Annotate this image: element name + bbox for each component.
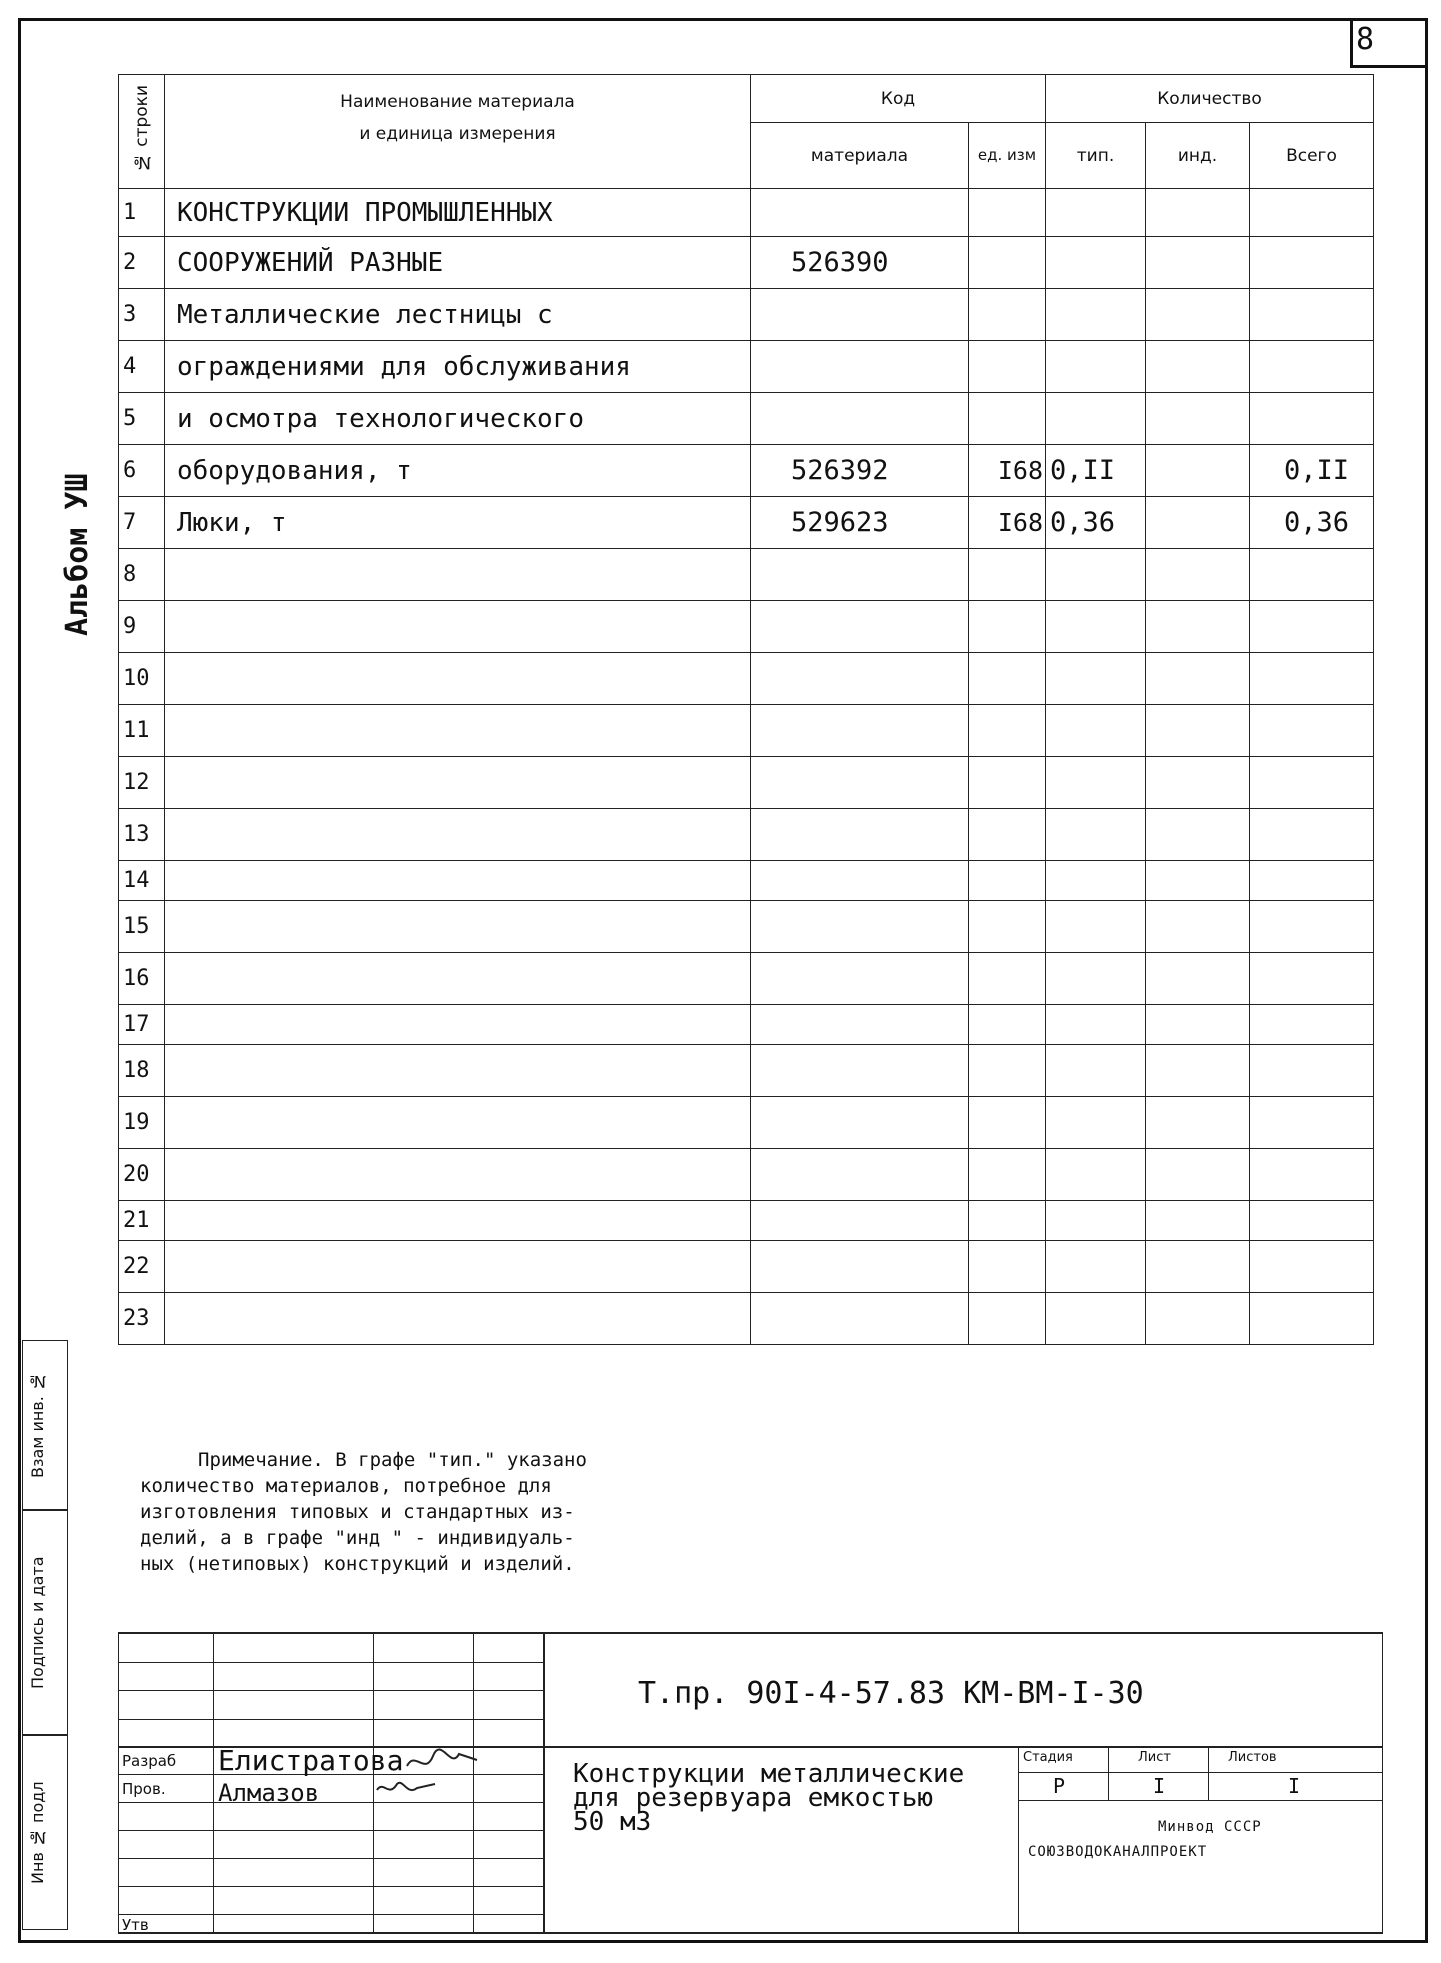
qty-total bbox=[1250, 341, 1374, 393]
qty-ind bbox=[1146, 953, 1250, 1005]
qty-ind bbox=[1146, 341, 1250, 393]
unit-code: I68 bbox=[969, 445, 1046, 497]
unit-code bbox=[969, 289, 1046, 341]
qty-total bbox=[1250, 1097, 1374, 1149]
material-code bbox=[751, 901, 969, 953]
sheet-header: Лист bbox=[1138, 1750, 1171, 1765]
note-line: ных (нетиповых) конструкций и изделий. bbox=[140, 1553, 575, 1575]
qty-ind bbox=[1146, 393, 1250, 445]
header-code-material: материала bbox=[751, 123, 969, 189]
qty-total bbox=[1250, 953, 1374, 1005]
unit-code bbox=[969, 953, 1046, 1005]
material-code bbox=[751, 393, 969, 445]
table-row bbox=[119, 809, 1374, 861]
material-code bbox=[751, 757, 969, 809]
unit-code bbox=[969, 601, 1046, 653]
table-row bbox=[119, 653, 1374, 705]
qty-type bbox=[1046, 1005, 1146, 1045]
qty-ind bbox=[1146, 757, 1250, 809]
document-code: Т.пр. 90I-4-57.83 КМ-ВМ-I-30 bbox=[638, 1676, 1144, 1711]
header-qty-total: Всего bbox=[1250, 123, 1374, 189]
header-name: Наименование материала и единица измерения bbox=[165, 75, 751, 189]
qty-type bbox=[1046, 953, 1146, 1005]
stamp-inv-label: Инв № подл bbox=[28, 1781, 47, 1884]
header-quantity: Количество bbox=[1046, 75, 1374, 123]
qty-total bbox=[1250, 237, 1374, 289]
name-prov: Алмазов bbox=[218, 1779, 320, 1807]
qty-type bbox=[1046, 653, 1146, 705]
sheet-value: I bbox=[1153, 1774, 1166, 1798]
qty-type bbox=[1046, 901, 1146, 953]
material-code: 529623 bbox=[751, 497, 969, 549]
qty-total bbox=[1250, 1201, 1374, 1241]
document-title: Конструкции металлические для резервуара емкостью 50 м3 bbox=[573, 1759, 965, 1837]
table-row bbox=[119, 1005, 1374, 1045]
table-row bbox=[119, 1201, 1374, 1241]
row-number: 2 bbox=[119, 237, 165, 289]
materials-table bbox=[118, 74, 1374, 1345]
material-name bbox=[165, 705, 751, 757]
qty-total bbox=[1250, 809, 1374, 861]
table-row bbox=[119, 237, 1374, 289]
row-number: 11 bbox=[119, 705, 165, 757]
qty-total bbox=[1250, 289, 1374, 341]
table-row bbox=[119, 1241, 1374, 1293]
row-number: 18 bbox=[119, 1045, 165, 1097]
qty-ind bbox=[1146, 237, 1250, 289]
qty-ind bbox=[1146, 289, 1250, 341]
material-name bbox=[165, 901, 751, 953]
row-number: 22 bbox=[119, 1241, 165, 1293]
material-code bbox=[751, 601, 969, 653]
table-row bbox=[119, 601, 1374, 653]
row-number: 15 bbox=[119, 901, 165, 953]
table-row bbox=[119, 497, 1374, 549]
table-row bbox=[119, 901, 1374, 953]
album-label: Альбом УШ bbox=[60, 473, 95, 637]
unit-code bbox=[969, 1045, 1046, 1097]
qty-total bbox=[1250, 1293, 1374, 1345]
qty-total bbox=[1250, 549, 1374, 601]
note bbox=[140, 1447, 700, 1577]
material-name bbox=[165, 1005, 751, 1045]
qty-type bbox=[1046, 1293, 1146, 1345]
material-code bbox=[751, 705, 969, 757]
qty-total: 0,36 bbox=[1250, 497, 1374, 549]
org-line1: Минвод СССР bbox=[1158, 1819, 1262, 1835]
material-name bbox=[165, 1097, 751, 1149]
qty-type bbox=[1046, 861, 1146, 901]
row-number: 20 bbox=[119, 1149, 165, 1201]
material-name bbox=[165, 953, 751, 1005]
table-row bbox=[119, 289, 1374, 341]
material-name bbox=[165, 601, 751, 653]
qty-ind bbox=[1146, 445, 1250, 497]
qty-total bbox=[1250, 1149, 1374, 1201]
unit-code bbox=[969, 1241, 1046, 1293]
material-name bbox=[165, 1201, 751, 1241]
sheets-value: I bbox=[1288, 1774, 1301, 1798]
row-number: 9 bbox=[119, 601, 165, 653]
qty-ind bbox=[1146, 901, 1250, 953]
qty-ind bbox=[1146, 653, 1250, 705]
qty-total bbox=[1250, 1045, 1374, 1097]
material-name: и осмотра технологического bbox=[165, 393, 751, 445]
table-row bbox=[119, 1045, 1374, 1097]
qty-type bbox=[1046, 1149, 1146, 1201]
stage-value: Р bbox=[1053, 1774, 1066, 1798]
unit-code bbox=[969, 341, 1046, 393]
qty-total bbox=[1250, 393, 1374, 445]
material-code bbox=[751, 861, 969, 901]
row-number: 23 bbox=[119, 1293, 165, 1345]
qty-ind bbox=[1146, 1045, 1250, 1097]
row-number: 17 bbox=[119, 1005, 165, 1045]
row-number: 16 bbox=[119, 953, 165, 1005]
material-name bbox=[165, 757, 751, 809]
material-code: 526392 bbox=[751, 445, 969, 497]
unit-code: I68 bbox=[969, 497, 1046, 549]
table-row bbox=[119, 953, 1374, 1005]
role-utv: Утв bbox=[122, 1916, 149, 1934]
unit-code bbox=[969, 901, 1046, 953]
unit-code bbox=[969, 189, 1046, 237]
material-name: ограждениями для обслуживания bbox=[165, 341, 751, 393]
row-number: 13 bbox=[119, 809, 165, 861]
qty-total bbox=[1250, 1005, 1374, 1045]
material-name bbox=[165, 653, 751, 705]
qty-type bbox=[1046, 549, 1146, 601]
material-code bbox=[751, 1241, 969, 1293]
qty-total bbox=[1250, 601, 1374, 653]
table-row bbox=[119, 1097, 1374, 1149]
qty-ind bbox=[1146, 189, 1250, 237]
table-row bbox=[119, 549, 1374, 601]
row-number: 3 bbox=[119, 289, 165, 341]
header-code-unit: ед. изм bbox=[969, 123, 1046, 189]
qty-ind bbox=[1146, 809, 1250, 861]
stage-header: Стадия bbox=[1023, 1750, 1073, 1765]
qty-type bbox=[1046, 393, 1146, 445]
unit-code bbox=[969, 705, 1046, 757]
row-number: 5 bbox=[119, 393, 165, 445]
material-code bbox=[751, 1005, 969, 1045]
header-row-number: № строки bbox=[119, 75, 165, 189]
unit-code bbox=[969, 757, 1046, 809]
row-number: 19 bbox=[119, 1097, 165, 1149]
header-qty-type: тип. bbox=[1046, 123, 1146, 189]
qty-type bbox=[1046, 757, 1146, 809]
header-qty-ind: инд. bbox=[1146, 123, 1250, 189]
unit-code bbox=[969, 861, 1046, 901]
note-line: Примечание. В графе "тип." указано bbox=[198, 1449, 587, 1471]
qty-total bbox=[1250, 861, 1374, 901]
title-block bbox=[118, 1632, 1383, 1932]
material-code bbox=[751, 1149, 969, 1201]
table-row bbox=[119, 445, 1374, 497]
qty-ind bbox=[1146, 601, 1250, 653]
qty-ind bbox=[1146, 497, 1250, 549]
qty-type bbox=[1046, 705, 1146, 757]
table-row bbox=[119, 757, 1374, 809]
qty-total bbox=[1250, 901, 1374, 953]
material-code bbox=[751, 1201, 969, 1241]
row-number: 10 bbox=[119, 653, 165, 705]
stamp-vzam-label: Взам инв. № bbox=[28, 1372, 47, 1478]
qty-ind bbox=[1146, 861, 1250, 901]
qty-total: 0,II bbox=[1250, 445, 1374, 497]
qty-ind bbox=[1146, 549, 1250, 601]
qty-type: 0,36 bbox=[1046, 497, 1146, 549]
material-name: СООРУЖЕНИЙ РАЗНЫЕ bbox=[165, 237, 751, 289]
table-row bbox=[119, 189, 1374, 237]
qty-type bbox=[1046, 601, 1146, 653]
table-row bbox=[119, 393, 1374, 445]
qty-ind bbox=[1146, 1149, 1250, 1201]
material-name: Люки, т bbox=[165, 497, 751, 549]
qty-ind bbox=[1146, 1293, 1250, 1345]
row-number: 14 bbox=[119, 861, 165, 901]
material-code bbox=[751, 953, 969, 1005]
stamp-podpis-label: Подпись и дата bbox=[28, 1556, 47, 1689]
header-code: Код bbox=[751, 75, 1046, 123]
unit-code bbox=[969, 393, 1046, 445]
row-number: 7 bbox=[119, 497, 165, 549]
row-number: 21 bbox=[119, 1201, 165, 1241]
qty-total bbox=[1250, 757, 1374, 809]
row-number: 12 bbox=[119, 757, 165, 809]
qty-ind bbox=[1146, 1241, 1250, 1293]
row-number: 1 bbox=[119, 189, 165, 237]
material-code bbox=[751, 1045, 969, 1097]
sheets-header: Листов bbox=[1228, 1750, 1277, 1765]
qty-total bbox=[1250, 1241, 1374, 1293]
material-code bbox=[751, 289, 969, 341]
table-row bbox=[119, 1149, 1374, 1201]
material-code bbox=[751, 341, 969, 393]
table-row bbox=[119, 861, 1374, 901]
material-code bbox=[751, 1293, 969, 1345]
name-razrab: Елистратова bbox=[218, 1744, 404, 1777]
unit-code bbox=[969, 1005, 1046, 1045]
org-line2: СОЮЗВОДОКАНАЛПРОЕКТ bbox=[1028, 1844, 1208, 1860]
material-name: оборудования, т bbox=[165, 445, 751, 497]
row-number: 8 bbox=[119, 549, 165, 601]
signature-razrab bbox=[403, 1746, 483, 1776]
material-name bbox=[165, 1293, 751, 1345]
sheet-number: 8 bbox=[1356, 22, 1375, 57]
role-razrab: Разраб bbox=[122, 1752, 177, 1770]
unit-code bbox=[969, 809, 1046, 861]
row-number: 6 bbox=[119, 445, 165, 497]
material-code bbox=[751, 1097, 969, 1149]
material-name bbox=[165, 1241, 751, 1293]
row-number: 4 bbox=[119, 341, 165, 393]
unit-code bbox=[969, 237, 1046, 289]
signature-prov bbox=[373, 1774, 453, 1802]
material-name bbox=[165, 861, 751, 901]
unit-code bbox=[969, 1293, 1046, 1345]
material-code: 526390 bbox=[751, 237, 969, 289]
qty-total bbox=[1250, 189, 1374, 237]
qty-type bbox=[1046, 237, 1146, 289]
qty-type bbox=[1046, 1201, 1146, 1241]
qty-ind bbox=[1146, 1097, 1250, 1149]
note-line: делий, а в графе "инд " - индивидуаль- bbox=[140, 1527, 575, 1549]
qty-type bbox=[1046, 809, 1146, 861]
note-line: количество материалов, потребное для bbox=[140, 1475, 552, 1497]
material-code bbox=[751, 809, 969, 861]
material-code bbox=[751, 549, 969, 601]
unit-code bbox=[969, 653, 1046, 705]
material-name bbox=[165, 1045, 751, 1097]
material-name bbox=[165, 1149, 751, 1201]
qty-type bbox=[1046, 189, 1146, 237]
unit-code bbox=[969, 1097, 1046, 1149]
unit-code bbox=[969, 1149, 1046, 1201]
material-name bbox=[165, 809, 751, 861]
unit-code bbox=[969, 1201, 1046, 1241]
material-code bbox=[751, 189, 969, 237]
material-name: КОНСТРУКЦИИ ПРОМЫШЛЕННЫХ bbox=[165, 189, 751, 237]
material-name: Металлические лестницы с bbox=[165, 289, 751, 341]
note-line: изготовления типовых и стандартных из- bbox=[140, 1501, 575, 1523]
unit-code bbox=[969, 549, 1046, 601]
qty-type bbox=[1046, 1045, 1146, 1097]
qty-type bbox=[1046, 1241, 1146, 1293]
qty-ind bbox=[1146, 1201, 1250, 1241]
qty-type bbox=[1046, 341, 1146, 393]
qty-ind bbox=[1146, 1005, 1250, 1045]
qty-total bbox=[1250, 653, 1374, 705]
qty-type: 0,II bbox=[1046, 445, 1146, 497]
material-code bbox=[751, 653, 969, 705]
qty-total bbox=[1250, 705, 1374, 757]
table-row bbox=[119, 341, 1374, 393]
qty-type bbox=[1046, 1097, 1146, 1149]
table-row bbox=[119, 1293, 1374, 1345]
qty-ind bbox=[1146, 705, 1250, 757]
qty-type bbox=[1046, 289, 1146, 341]
table-row bbox=[119, 705, 1374, 757]
material-name bbox=[165, 549, 751, 601]
role-prov: Пров. bbox=[122, 1780, 166, 1798]
